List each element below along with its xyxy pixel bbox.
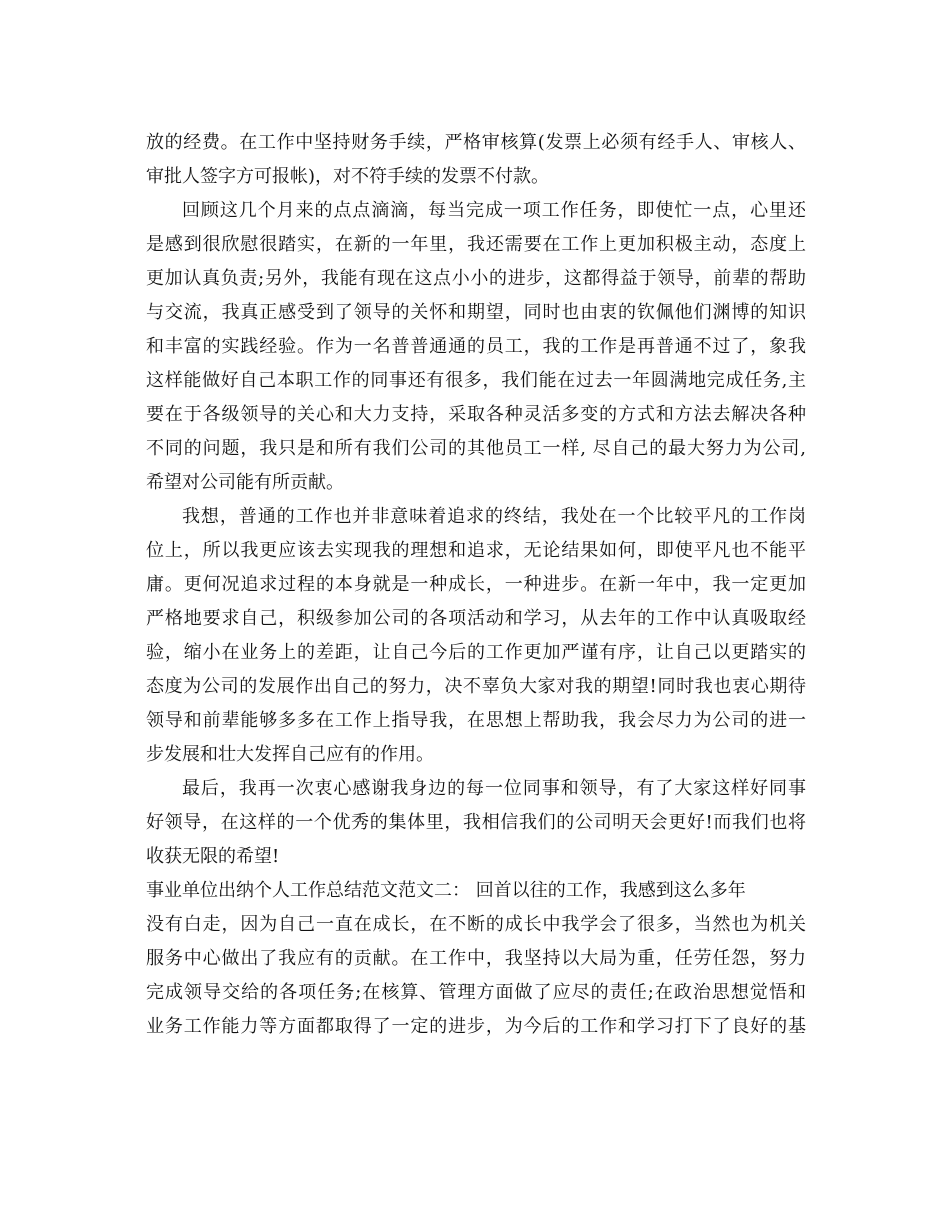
text-line: 位上，所以我更应该去实现我的理想和追求，无论结果如何，即使平凡也不能平	[146, 540, 806, 561]
text-line: 是感到很欣慰很踏实，在新的一年里，我还需要在工作上更加积极主动，态度上	[146, 234, 806, 255]
text-line: 好领导，在这样的一个优秀的集体里，我相信我们的公司明天会更好!而我们也将	[146, 812, 806, 833]
text-line: 验，缩小在业务上的差距，让自己今后的工作更加严谨有序，让自己以更踏实的	[146, 642, 806, 663]
text-line: 态度为公司的发展作出自己的努力，决不辜负大家对我的期望!同时我也衷心期待	[146, 676, 806, 697]
text-line: 严格地要求自己，积级参加公司的各项活动和学习，从去年的工作中认真吸取经	[146, 608, 806, 629]
text-line: 领导和前辈能够多多在工作上指导我，在思想上帮助我，我会尽力为公司的进一	[146, 710, 806, 731]
paragraph-start-line: 我想，普通的工作也并非意味着追求的终结，我处在一个比较平凡的工作岗	[182, 506, 806, 527]
document-body	[146, 126, 806, 1044]
text-line: 步发展和壮大发挥自己应有的作用。	[146, 744, 434, 765]
text-line: 没有白走，因为自己一直在成长，在不断的成长中我学会了很多，当然也为机关	[146, 914, 806, 935]
paragraph-start-line: 回顾这几个月来的点点滴滴，每当完成一项工作任务，即使忙一点，心里还	[182, 200, 806, 221]
text-line: 服务中心做出了我应有的贡献。在工作中，我坚持以大局为重，任劳任怨，努力	[146, 948, 806, 969]
text-line: 放的经费。在工作中坚持财务手续，严格审核算(发票上必须有经手人、审核人、	[146, 132, 806, 153]
text-line: 庸。更何况追求过程的本身就是一种成长，一种进步。在新一年中，我一定更加	[146, 574, 806, 595]
text-line: 完成领导交给的各项任务;在核算、管理方面做了应尽的责任;在政治思想觉悟和	[146, 982, 806, 1003]
text-line: 不同的问题，我只是和所有我们公司的其他员工一样, 尽自己的最大努力为公司,	[146, 438, 806, 459]
text-line: 更加认真负责;另外，我能有现在这点小小的进步，这都得益于领导，前辈的帮助	[146, 268, 806, 289]
text-line: 和丰富的实践经验。作为一名普普通通的员工，我的工作是再普通不过了，象我	[146, 336, 806, 357]
paragraph-start-line: 最后，我再一次衷心感谢我身边的每一位同事和领导，有了大家这样好同事	[182, 778, 806, 799]
text-line: 这样能做好自己本职工作的同事还有很多，我们能在过去一年圆满地完成任务,主	[146, 370, 806, 391]
text-line: 希望对公司能有所贡献。	[146, 472, 344, 493]
section-heading-line: 事业单位出纳个人工作总结范文范文二： 回首以往的工作，我感到这么多年	[146, 880, 746, 901]
text-line: 要在于各级领导的关心和大力支持，采取各种灵活多变的方式和方法去解决各种	[146, 404, 806, 425]
text-line: 业务工作能力等方面都取得了一定的进步，为今后的工作和学习打下了良好的基	[146, 1016, 806, 1037]
text-line: 审批人签字方可报帐)，对不符手续的发票不付款。	[146, 166, 550, 187]
text-line: 收获无限的希望!	[146, 846, 280, 867]
text-line: 与交流，我真正感受到了领导的关怀和期望，同时也由衷的钦佩他们渊博的知识	[146, 302, 806, 323]
